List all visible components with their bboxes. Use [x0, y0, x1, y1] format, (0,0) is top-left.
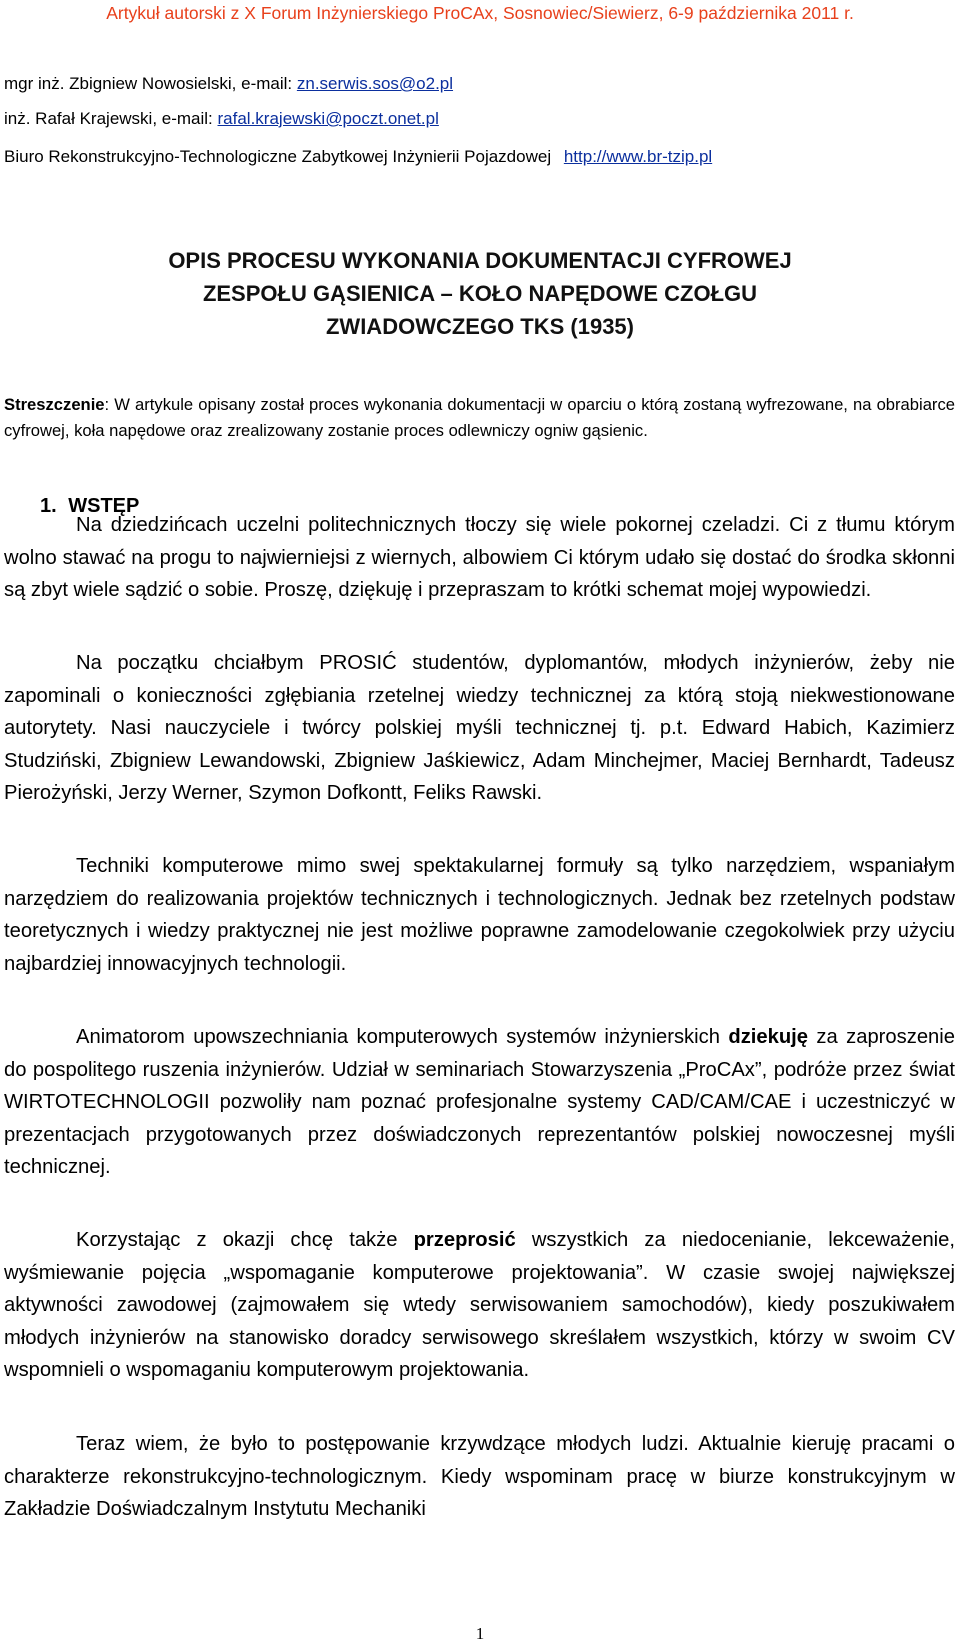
author-1-email-link[interactable]: zn.serwis.sos@o2.pl: [296, 74, 454, 93]
body-paragraph-5: [4, 1224, 955, 1387]
paragraph-text: [4, 1021, 955, 1184]
body-paragraph-2: [4, 647, 955, 810]
body-paragraph-3: [4, 850, 955, 980]
paragraph-text: Na początku chciałbym PROSIĆ studentów, dyplomantów, młodych inżynierów, żeby nie zapominali o konieczności zgłębiania rzetelnej wiedzy technicznej za którą stoją niekwestionowane autorytety. Nasi nauczyciele i twórcy polskiej myśli technicznej tj. p.t. Edward Habich, Kazimierz Studziński, Zbigniew Lewandowski, Zbigniew Jaśkiewicz, Adam Minchejmer, Maciej Bernhardt, Tadeusz Pierożyński, Jerzy Werner, Szymon Dofkontt, Feliks Rawski.: [4, 652, 955, 805]
author-2: [4, 108, 944, 130]
section-title: WSTĘP: [68, 495, 140, 517]
section-number: 1.: [40, 495, 57, 517]
paragraph-segment: wszystkich za niedocenianie, lekceważenie, wyśmiewanie pojęcia „wspomaganie komputerowe projektowania”. W czasie swojej największej aktywności zawodowej (zajmowałem się wtedy serwisowaniem samochodów), kiedy poszukiwałem młodych inżynierów na stanowisko doradcy serwisowego skreślałem wszystkich, którzy w swoim CV wspomnieli o wspomaganiu komputerowym projektowania.: [4, 1229, 955, 1382]
author-1-name: mgr inż. Zbigniew Nowosielski, e-mail:: [4, 74, 297, 93]
paper-title: [0, 244, 960, 343]
paragraph-segment: Animatorom upowszechniania komputerowych systemów inżynierskich: [76, 1026, 729, 1048]
abstract-label: Streszczenie: [4, 395, 105, 414]
body-paragraph-1: [4, 509, 955, 607]
paragraph-text: Teraz wiem, że było to postępowanie krzywdzące młodych ludzi. Aktualnie kieruję pracami o charakterze rekonstrukcyjno-technologicznym. Kiedy wspominam pracę w biurze konstrukcyjnym w Zakładzie Doświadczalnym Instytutu Mechaniki: [4, 1433, 955, 1521]
author-1: [4, 73, 944, 95]
emphasis-thanks: dziekuję: [728, 1026, 809, 1048]
paragraph-text: Techniki komputerowe mimo swej spektakularnej formuły są tylko narzędziem, wspaniałym narzędziem do realizowania projektów technicznych i technologicznych. Jednak bez rzetelnych podstaw teoretycznych i wiedzy praktycznej nie jest możliwe poprawne zamodelowanie czegokolwiek przy użyciu najbardziej innowacyjnych technologii.: [4, 855, 955, 975]
body-paragraph-6: [4, 1428, 955, 1526]
emphasis-apology: przeprosić: [413, 1229, 516, 1251]
affiliation-website-link[interactable]: http://www.br-tzip.pl: [563, 147, 713, 166]
author-2-name: inż. Rafał Krajewski, e-mail:: [4, 109, 218, 128]
title-line-2: ZESPOŁU GĄSIENICA – KOŁO NAPĘDOWE CZOŁGU: [202, 281, 758, 306]
author-2-email-link[interactable]: rafal.krajewski@poczt.onet.pl: [217, 109, 439, 128]
paragraph-segment: Korzystając z okazji chcę także: [76, 1229, 414, 1251]
body-paragraph-4: [4, 1021, 955, 1184]
abstract-text: : W artykule opisany został proces wykonania dokumentacji w oparciu o którą zostaną wyfrezowane, na obrabiarce cyfrowej, koła napędowe oraz zrealizowany zostanie proces odlewniczy ogniw gąsienic.: [4, 395, 955, 440]
abstract: [4, 392, 955, 444]
paragraph-segment: za zaproszenie do pospolitego ruszenia inżynierów. Udział w seminariach Stowarzyszenia „ProCAx”, podróże przez świat WIRTOTECHNOLOGII pozwoliły nam poznać profesjonalne systemy CAD/CAM/CAE i uczestniczyć w prezentacjach przygotowanych przez doświadczonych reprezentantów polskiej nowoczesnej myśli technicznej.: [4, 1026, 955, 1179]
affiliation: [4, 146, 944, 168]
title-line-3: ZWIADOWCZEGO TKS (1935): [325, 314, 634, 339]
paragraph-text: Na dziedzińcach uczelni politechnicznych tłoczy się wiele pokornej czeladzi. Ci z tłumu którym wolno stawać na progu to najwierniejsi z wiernych, albowiem Ci którym udało się dostać do środka skłonni są zbyt wiele sądzić o sobie. Proszę, dziękuję i przepraszam to krótki schemat mojej wypowiedzi.: [4, 514, 955, 602]
paragraph-text: [4, 1224, 955, 1387]
page-number: 1: [475, 1624, 485, 1643]
affiliation-name: Biuro Rekonstrukcyjno-Technologiczne Zabytkowej Inżynierii Pojazdowej: [4, 147, 552, 166]
title-line-1: OPIS PROCESU WYKONANIA DOKUMENTACJI CYFROWEJ: [168, 248, 792, 273]
conference-header: Artykuł autorski z X Forum Inżynierskiego ProCAx, Sosnowiec/Siewierz, 6-9 października 2011 r.: [106, 3, 854, 23]
